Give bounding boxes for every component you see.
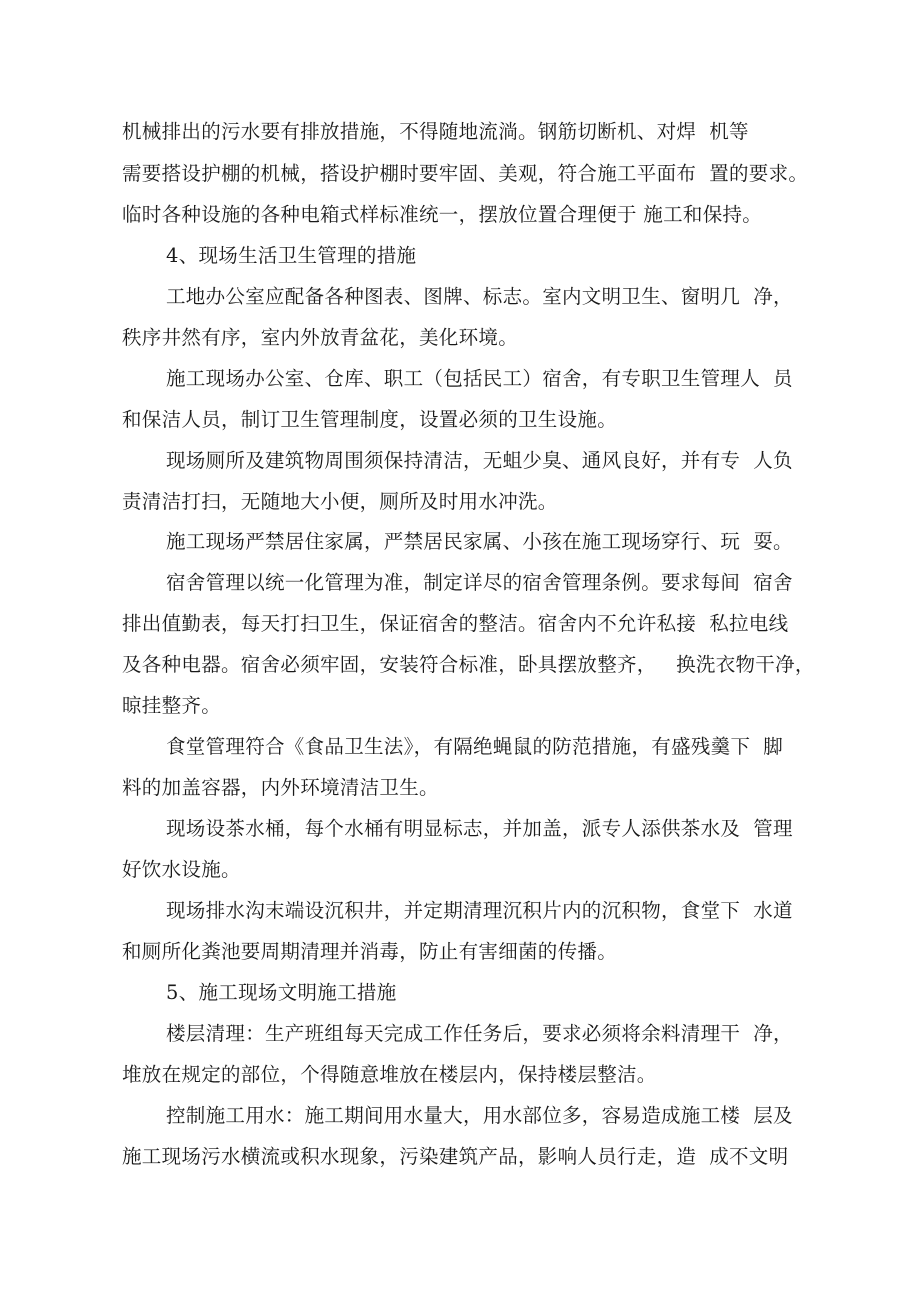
text-line: 临时各种设施的各种电箱式样标准统一，摆放位置合理便于 施工和保持。 [122, 203, 763, 226]
text-line: 责清洁打扫，无随地大小便，厕所及时用水冲洗。 [122, 490, 558, 513]
text-line: 料的加盖容器，内外环境清洁卫生。 [122, 776, 439, 799]
text-line: 需要搭设护棚的机械，搭设护棚时要牢固、美观，符合施工平面布 置的要求。 [122, 162, 809, 185]
text-line: 秩序井然有序，室内外放青盆花，美化环境。 [122, 326, 519, 349]
text-line: 楼层清理：生产班组每天完成工作任务后，要求必须将余料清理干 净， [166, 1022, 793, 1045]
text-line: 施工现场污水横流或积水现象，污染建筑产品，影响人员行走，造 成不文明 [122, 1145, 789, 1168]
text-line: 晾挂整齐。 [122, 694, 222, 717]
text-line: 施工现场严禁居住家属，严禁居民家属、小孩在施工现场穿行、玩 耍。 [166, 530, 793, 553]
text-line: 食堂管理符合《食品卫生法》，有隔绝蝇鼠的防范措施，有盛残羹下 脚 [166, 735, 784, 758]
section-heading: 4、现场生活卫生管理的措施 [166, 244, 417, 267]
text-line: 堆放在规定的部位，个得随意堆放在楼层内，保持楼层整洁。 [122, 1063, 657, 1086]
text-line: 工地办公室应配备各种图表、图牌、标志。室内文明卫生、窗明几 净， [166, 285, 793, 308]
text-line: 及各种电器。宿舍必须牢固，安装符合标准，卧具摆放整齐， 换洗衣物干净， [122, 653, 815, 676]
text-line: 现场厕所及建筑物周围须保持清洁，无蛆少臭、通风良好，并有专 人负 [166, 449, 793, 472]
text-line: 施工现场办公室、仓库、职工（包括民工）宿舍，有专职卫生管理人 员 [166, 367, 793, 390]
text-line: 现场设茶水桶，每个水桶有明显标志，并加盖，派专人添供茶水及 管理 [166, 817, 793, 840]
text-line: 排出值勤表，每天打扫卫生，保证宿舍的整洁。宿舍内不允许私接 私拉电线 [122, 612, 789, 635]
text-line: 和保洁人员，制订卫生管理制度，设置必须的卫生设施。 [122, 408, 618, 431]
text-line: 现场排水沟末端设沉积井，并定期清理沉积片内的沉积物，食堂下 水道 [166, 899, 793, 922]
text-line: 宿舍管理以统一化管理为准，制定详尽的宿舍管理条例。要求每间 宿舍 [166, 571, 793, 594]
text-line: 和厕所化粪池要周期清理并消毒，防止有害细菌的传播。 [122, 940, 618, 963]
text-line: 机械排出的污水要有排放措施，不得随地流淌。钢筋切断机、对焊 机等 [122, 120, 749, 143]
section-heading: 5、施工现场文明施工措施 [166, 981, 397, 1004]
text-line: 好饮水设施。 [122, 858, 241, 881]
text-line: 控制施工用水：施工期间用水量大，用水部位多，容易造成施工楼 层及 [166, 1104, 793, 1127]
